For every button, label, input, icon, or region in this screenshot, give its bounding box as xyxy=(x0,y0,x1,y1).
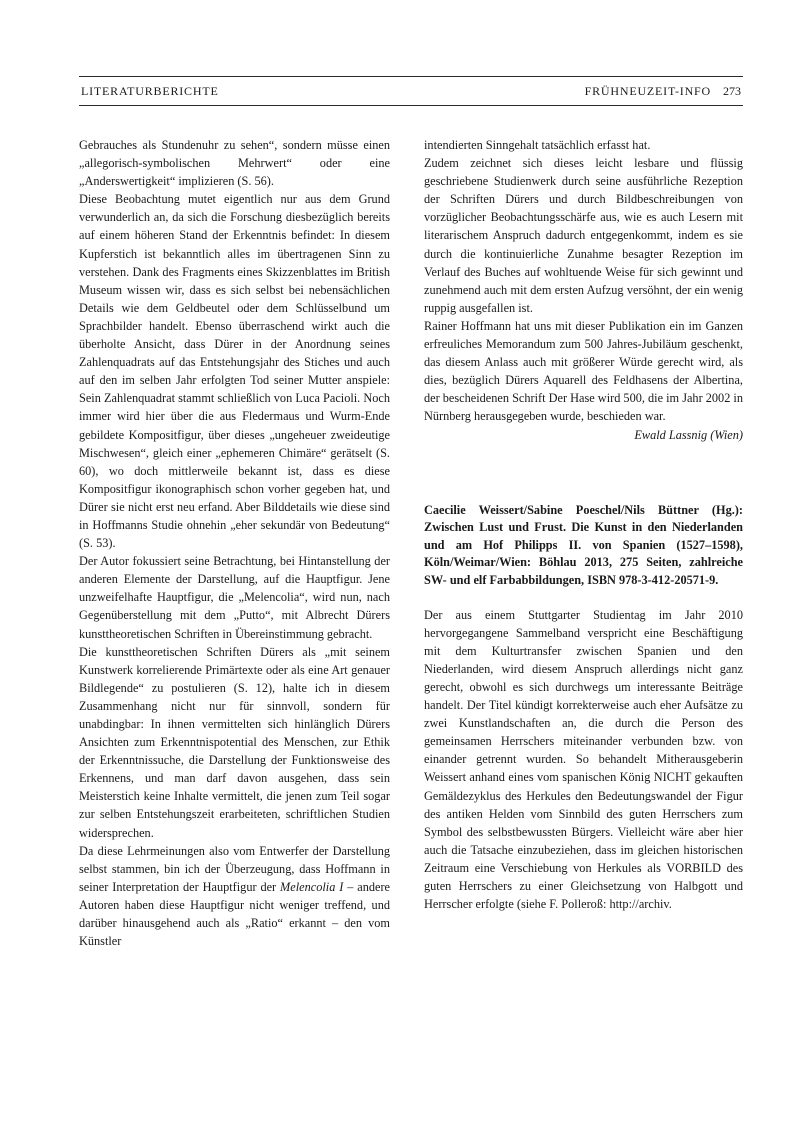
paragraph: Die kunsttheoretischen Schriften Dürers als „mit seinem Kunstwerk korrelierende Primärtexte oder als eine Art genauer Bildlegende“ zu postulieren (S. 12), halte ich in diesem Zusammenhang nicht nur für sinnvoll, sondern für unabdingbar: In ihnen vermittelten sich hinlänglich Dürers Ansichten zum Erkenntnispotential des Menschen, zur Ethik der Erkenntnissuche, die Darstellung der Funktionsweise des Erkennens, und man darf davon ausgehen, dass sein Meisterstich keine Inhalte vermittelt, die jenen zum Teil sogar zur selben Entstehungszeit erarbeiteten, schriftlichen Studien widersprechen. xyxy=(79,644,390,840)
reviewer-signature: Ewald Lassnig (Wien) xyxy=(634,427,743,442)
left-column xyxy=(79,136,390,950)
paragraph: Rainer Hoffmann hat uns mit dieser Publikation ein im Ganzen erfreuliches Memorandum zum 500 Jahres-Jubiläum geschenkt, das diesem Anlass auch mit größerer Würde gerecht wird, als dies, bezüglich Dürers Aquarell des Feldhasens der Albertina, der bescheidenen Schrift Der Hase wird 500, die im Jahr 2002 in Nürnberg herausgegeben wurde, beschieden war. xyxy=(424,318,743,424)
paragraph: Der aus einem Stuttgarter Studientag im Jahr 2010 hervorgegangene Sammelband verspricht eine Beschäftigung mit dem Kulturtransfer zwischen Spanien und den Niederlanden, wird diesem Anspruch allerdings nicht ganz gerecht, obwohl es sich durchwegs um interessante Beiträge handelt. Der Titel kündigt korrekterweise auch eher Aufsätze zu zwei Kunstlandschaften an, die durch die Person des gemeinsamen Herrschers miteinander verbunden bzw. von einander getrennt wurden. So behandelt Mitherausgeberin Weissert anhand eines vom spanischen König NICHT gekauften Gemäldezyklus des Herkules den Bedeutungswandel der Figur des antiken Helden vom Sinnbild des guten Herrschers zum Symbol des selbstbewussten Bürgers. Vielleicht wäre aber hier auch die Tatsache einzubeziehen, dass im gleichen historischen Zeitraum eine Verschiebung von Herkules als VORBILD des guten Herrschers zu einer Gleichsetzung von Halbgott und Herrscher erfolgte (siehe F. Polleroß: http://archiv. xyxy=(424,607,743,912)
right-column xyxy=(424,136,743,913)
work-title: Melencolia I xyxy=(280,879,344,894)
running-header xyxy=(79,76,743,106)
paragraph xyxy=(79,842,390,951)
section-gap xyxy=(424,444,743,502)
paragraph: intendierten Sinngehalt tatsächlich erfasst hat. xyxy=(424,138,651,152)
paragraph: Der Autor fokussiert seine Betrachtung, bei Hintanstellung der anderen Elemente der Darstellung, auf die Hauptfigur. Jene unzweifelhafte Hauptfigur, die „Melencolia“, wird nun, nach Gegenüberstellung mit dem „Putto“, mit Albrecht Dürers kunsttheoretischen Schriften in Übereinstimmung gebracht. xyxy=(79,554,390,641)
paragraph: Gebrauches als Stundenuhr zu sehen“, sondern müsse einen „allegorisch-symbolischen Mehrwert“ oder eine „Anderswertigkeit“ implizieren (S. 56). xyxy=(79,138,390,189)
paragraph-text: – andere Autoren haben diese Hauptfigur nicht weniger treffend, und darüber hinausgehend auch als „Ratio“ erkannt – den vom Künstler xyxy=(79,879,390,949)
journal-title-and-page xyxy=(585,84,741,99)
journal-title: FRÜHNEUZEIT-INFO xyxy=(584,84,711,98)
section-gap xyxy=(424,590,743,606)
paragraph: Zudem zeichnet sich dieses leicht lesbare und flüssig geschriebene Studienwerk durch seine ausführliche Rezeption der Schriften Dürers und durch Bildbeschreibungen von vorzüglicher Beobachtungsschärfe aus, wie es auch Lesern mit literarischem Anspruch dadurch entgegenkommt, indem es sie durch die kontinuierliche Zunahme besagter Rezeption im Verlauf des Buches auf wohltuende Weise für sich gewinnt und zunehmend auch mit dem ersten Aufzug versöhnt, der ein wenig ruppig ausgefallen ist. xyxy=(424,156,743,315)
section-title: LITERATURBERICHTE xyxy=(81,84,219,98)
review-bibliographic-heading: Caecilie Weissert/Sabine Poeschel/Nils Büttner (Hg.): Zwischen Lust und Frust. Die Kunst in den Niederlanden und am Hof Philipps II. von Spanien (1527–1598), Köln/Weimar/Wien: Böhlau 2013, 275 Seiten, zahlreiche SW- und elf Farbabbildungen, ISBN 978-3-412-20571-9. xyxy=(424,502,743,587)
page-number: 273 xyxy=(723,84,741,98)
paragraph-text: Da diese Lehrmeinungen also vom Entwerfer der Darstellung selbst stammen, bin ich der Überzeugung, dass Hoffmann in seiner Interpretation der Hauptfigur der xyxy=(79,843,390,894)
paragraph: Diese Beobachtung mutet eigentlich nur aus dem Grund verwunderlich an, da sich die Forschung diesbezüglich bereits auf einem höheren Stand der Erkenntnis befindet: In diesem Kupferstich ist bekanntlich alles im übertragenen Sinn zu verstehen. Dank des Fragments eines Skizzenblattes im British Museum wissen wir, dass es sich selbst bei nebensächlichen Details wie dem Geldbeutel oder dem Schlüsselbund um Sprachbilder handelt. Ebenso überraschend wirkt auch die überholte Ansicht, dass Dürer in der Anordnung seines Zahlenquadrats auf das Entstehungsjahr des Stiches und auch auf den im selben Jahr erfolgten Tod seiner Mutter anspiele: Sein Zahlenquadrat stammt schließlich von Luca Pacioli. Noch immer wird hier über die aus Fledermaus und Wurm-Ende gebildete Kompositfigur, über dieses „ungeheuer zweideutige Mischwesen“, gleich einer „ephemeren Chimäre“ gerätselt (S. 60), wo doch mittlerweile bekannt ist, dass es diese Kompositfigur ikonographisch schon vorher gegeben hat, und Dürer sie nicht erst neu erfand. Aber Bilddetails wie diese sind in Hoffmanns Studie ohnehin „eher sekundär von Bedeutung“ (S. 53). xyxy=(79,192,390,551)
